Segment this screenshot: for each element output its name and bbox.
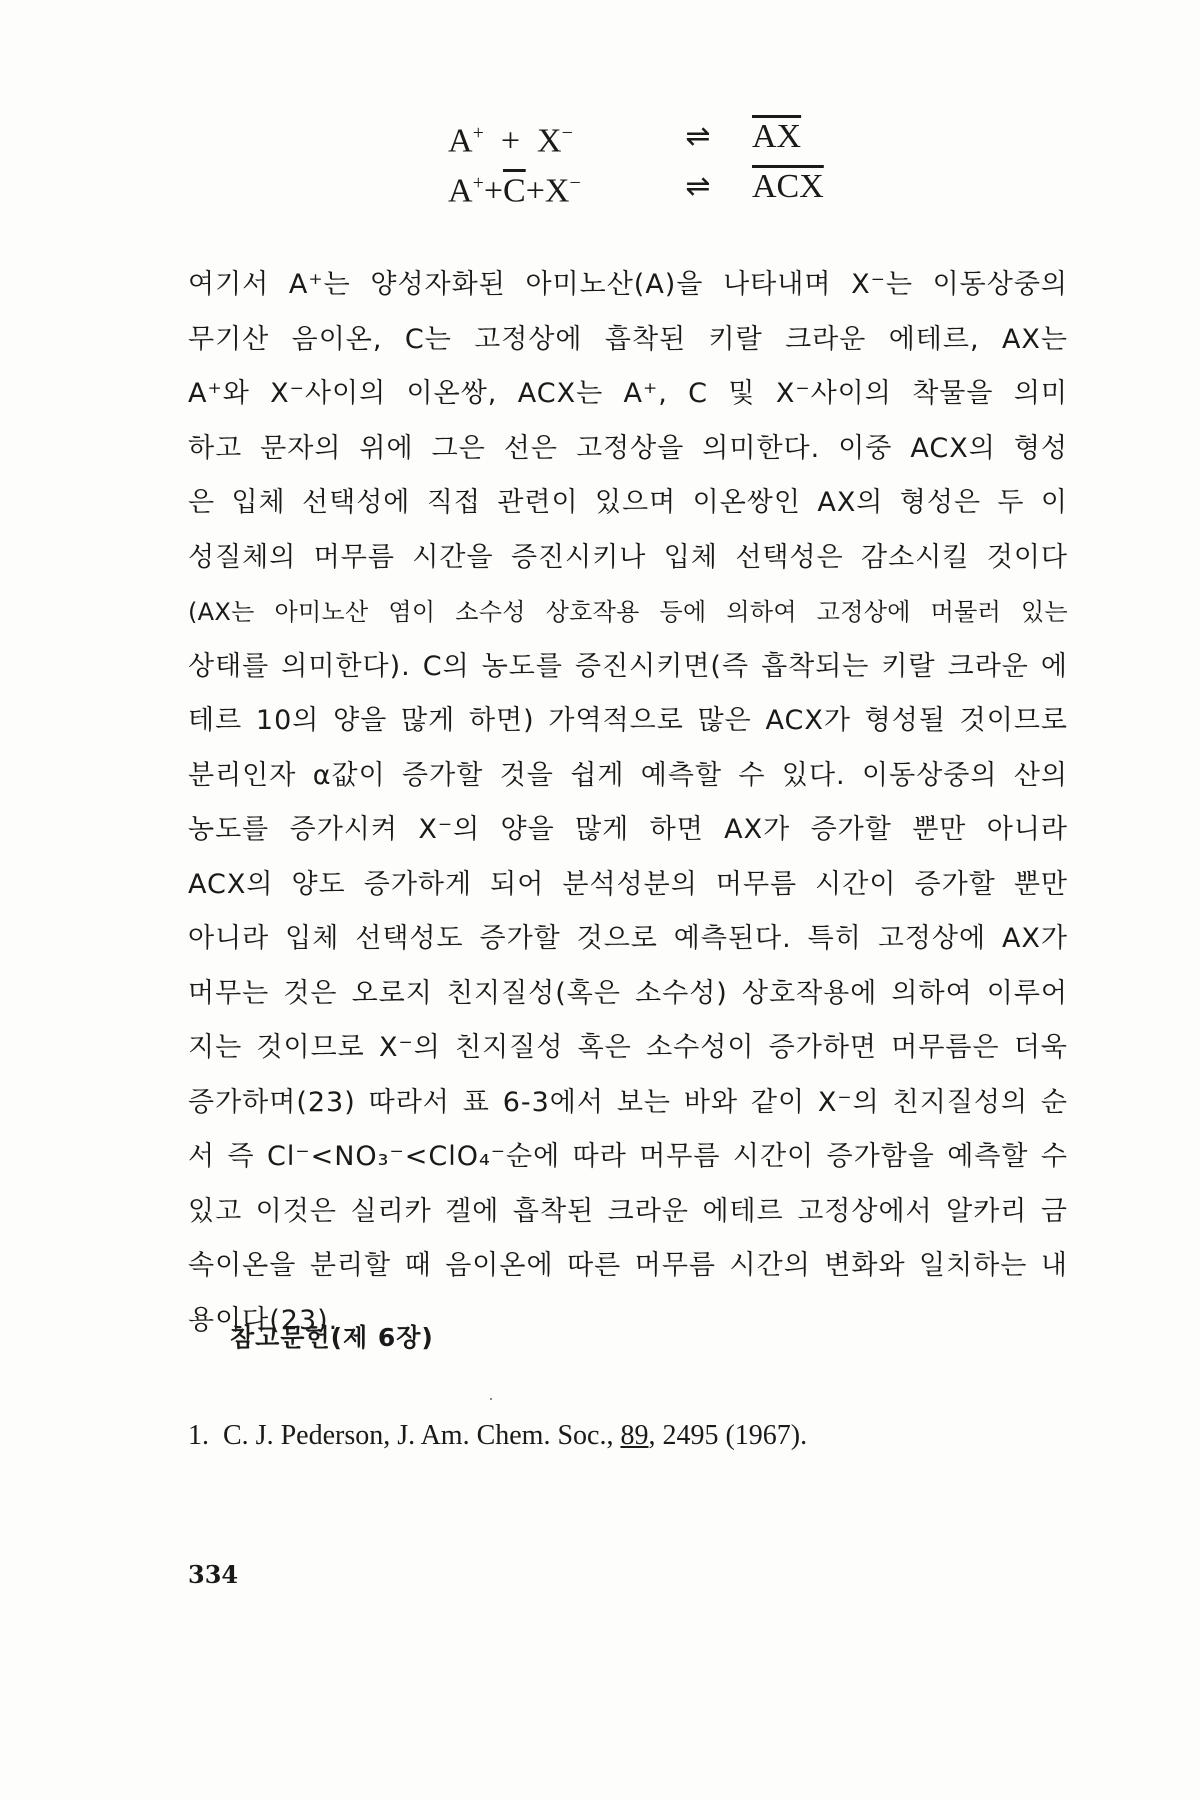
text-line: 아니라 입체 선택성도 증가할 것으로 예측된다. 특히 고정상에 AX가 (188, 923, 1068, 954)
reference-pages-year: , 2495 (1967). (648, 1420, 808, 1451)
text-line: 성질체의 머무름 시간을 증진시키나 입체 선택성은 감소시킬 것이다 (188, 541, 1068, 573)
text-line: 은 입체 선택성에 직접 관련이 있으며 이온쌍인 AX의 형성은 두 이 (188, 487, 1068, 518)
body-paragraph (188, 258, 1068, 1348)
equilibrium-arrow-icon: ⇌ (685, 169, 711, 204)
text-line: 용이다(23). (188, 1304, 339, 1336)
text-line: 무기산 음이온, C는 고정상에 흡착된 키랄 크라운 에테르, AX는 (188, 323, 1068, 355)
text-line: 머무는 것은 오로지 친지질성(혹은 소수성) 상호작용에 의하여 이루어 (188, 977, 1068, 1009)
reference-citation: C. J. Pederson, J. Am. Chem. Soc., (223, 1420, 621, 1451)
equation-rhs: $\overline{ACX}$ (752, 168, 824, 205)
reference-volume: 89 (620, 1420, 649, 1451)
text-line: 분리인자 α값이 증가할 것을 쉽게 예측할 수 있다. 이동상중의 산의 (188, 759, 1068, 791)
scan-speck (490, 1398, 492, 1400)
text-line: 농도를 증가시켜 X⁻의 양을 많게 하면 AX가 증가할 뿐만 아니라 (188, 814, 1068, 845)
reference-item (188, 1420, 807, 1452)
references-heading: 참고문헌(제 6장) (230, 1323, 434, 1352)
reference-number: 1. (188, 1420, 209, 1451)
equation-lhs: $A^++\overline{C}+X^-$ (448, 171, 581, 210)
text-line: 속이온을 분리할 때 음이온에 따른 머무름 시간의 변화와 일치하는 내 (188, 1250, 1068, 1281)
text-line: 있고 이것은 실리카 겔에 흡착된 크라운 에테르 고정상에서 알카리 금 (188, 1195, 1068, 1227)
text-line: 서 즉 Cl⁻<NO₃⁻<ClO₄⁻순에 따라 머무름 시간이 증가함을 예측할 수 (188, 1141, 1068, 1172)
equation-ion-pair (448, 112, 824, 162)
text-line: (AX는 아미노산 염이 소수성 상호작용 등에 의하여 고정상에 머물러 있는 (188, 598, 1068, 626)
equation-lhs: A+ + X− (448, 121, 573, 160)
text-line: 상태를 의미한다). C의 농도를 증진시키면(즉 흡착되는 키랄 크라운 에 (188, 650, 1068, 682)
equilibrium-arrow-icon: ⇌ (685, 119, 711, 154)
text-line: 증가하며(23) 따라서 표 6-3에서 보는 바와 같이 X⁻의 친지질성의 순 (188, 1086, 1068, 1118)
equation-rhs: $\overline{AX}$ (752, 118, 802, 155)
text-line: 하고 문자의 위에 그은 선은 고정상을 의미한다. 이중 ACX의 형성 (188, 432, 1068, 464)
text-line: 여기서 A⁺는 양성자화된 아미노산(A)을 나타내며 X⁻는 이동상중의 (188, 269, 1068, 300)
text-line: ACX의 양도 증가하게 되어 분석성분의 머무름 시간이 증가할 뿐만 (188, 868, 1068, 900)
page-number: 334 (188, 1560, 239, 1589)
text-line: 지는 것이므로 X⁻의 친지질성 혹은 소수성이 증가하면 머무름은 더욱 (188, 1032, 1068, 1063)
equilibrium-equations (448, 112, 824, 212)
text-line: 테르 10의 양을 많게 하면) 가역적으로 많은 ACX가 형성될 것이므로 (188, 705, 1068, 736)
text-line: A⁺와 X⁻사이의 이온쌍, ACX는 A⁺, C 및 X⁻사이의 착물을 의미 (188, 378, 1068, 409)
equation-complex (448, 162, 824, 212)
